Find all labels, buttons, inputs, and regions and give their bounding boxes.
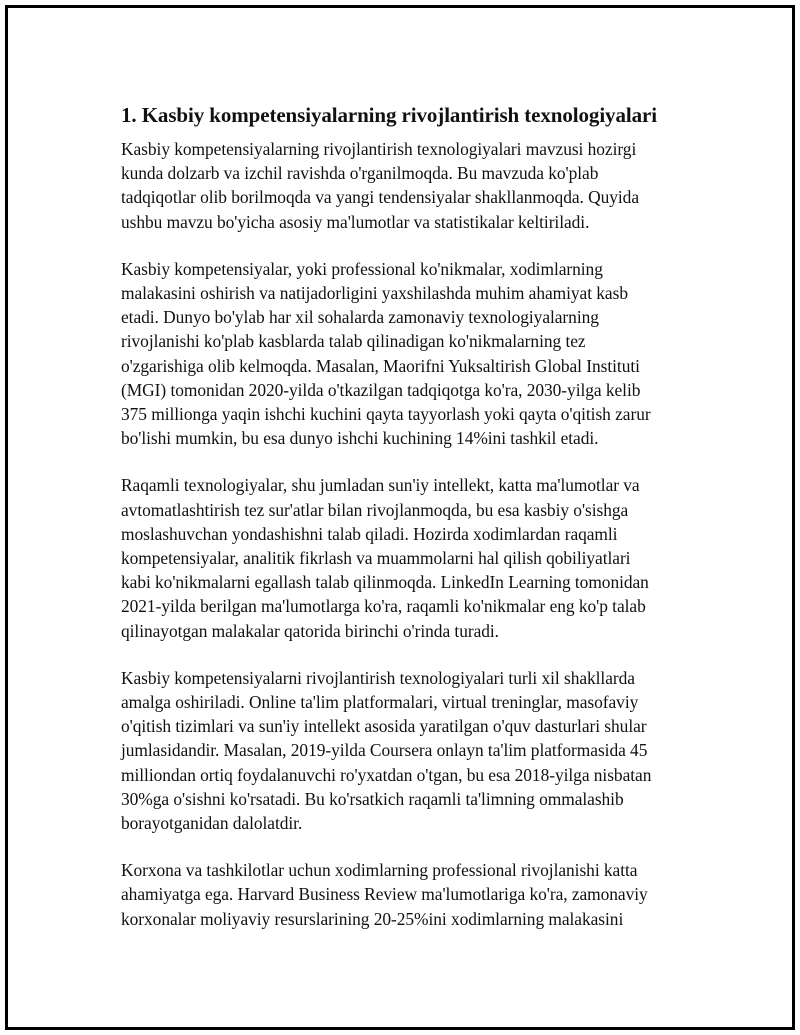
text-line: Kasbiy kompetensiyalarni rivojlantirish texnologiyalari turli xil shakllarda xyxy=(121,667,635,688)
text-line: tadqiqotlar olib borilmoqda va yangi tendensiyalar shakllanmoqda. Quyida xyxy=(121,187,639,208)
text-line: kabi ko'nikmalarni egallash talab qilinmoqda. LinkedIn Learning tomonidan xyxy=(121,572,649,593)
text-line: Raqamli texnologiyalar, shu jumladan sun'iy intellekt, katta ma'lumotlar va xyxy=(121,475,640,496)
text-line: 30%ga o'sishni ko'rsatadi. Bu ko'rsatkich raqamli ta'limning ommalashib xyxy=(121,788,624,809)
paragraph-3 xyxy=(121,473,701,642)
text-line: korxonalar moliyaviy resurslarining 20-25%ini xodimlarning malakasini xyxy=(121,908,624,929)
text-line: 375 millionga yaqin ishchi kuchini qayta tayyorlash yoki qayta o'qitish zarur xyxy=(121,404,651,425)
text-line: 2021-yilda berilgan ma'lumotlarga ko'ra, raqamli ko'nikmalar eng ko'p talab xyxy=(121,596,646,617)
text-line: o'qitish tizimlari va sun'iy intellekt asosida yaratilgan o'quv dasturlari shular xyxy=(121,716,647,737)
text-line: Kasbiy kompetensiyalarning rivojlantirish texnologiyalari mavzusi hozirgi xyxy=(121,139,637,159)
text-line: ushbu mavzu bo'yicha asosiy ma'lumotlar va statistikalar keltiriladi. xyxy=(121,211,590,232)
text-line: etadi. Dunyo bo'ylab har xil sohalarda zamonaviy texnologiyalarning xyxy=(121,307,599,328)
text-line: bo'lishi mumkin, bu esa dunyo ishchi kuchining 14%ini tashkil etadi. xyxy=(121,428,599,449)
text-line: Korxona va tashkilotlar uchun xodimlarning professional rivojlanishi katta xyxy=(121,860,638,881)
paragraph-1 xyxy=(121,137,701,234)
text-line: jumlasidandir. Masalan, 2019-yilda Coursera onlayn ta'lim platformasida 45 xyxy=(121,740,648,761)
text-line: o'zgarishiga olib kelmoqda. Masalan, Maorifni Yuksaltirish Global Instituti xyxy=(121,355,640,376)
text-line: rivojlanishi ko'plab kasblarda talab qilinadigan ko'nikmalarning tez xyxy=(121,331,586,352)
text-line: qilinayotgan malakalar qatorida birinchi o'rinda turadi. xyxy=(121,620,499,641)
text-line: Kasbiy kompetensiyalar, yoki professional ko'nikmalar, xodimlarning xyxy=(121,258,603,279)
paragraph-4 xyxy=(121,666,701,835)
document-body xyxy=(121,101,701,954)
text-line: malakasini oshirish va natijadorligini yaxshilashda muhim ahamiyat kasb xyxy=(121,283,628,304)
text-line: milliondan ortiq foydalanuvchi ro'yxatdan o'tgan, bu esa 2018-yilga nisbatan xyxy=(121,764,652,785)
paragraph-5 xyxy=(121,858,701,931)
text-line: borayotganidan dalolatdir. xyxy=(121,813,303,834)
text-line: kompetensiyalar, analitik fikrlash va muammolarni hal qilish qobiliyatlari xyxy=(121,548,631,569)
page-frame xyxy=(5,5,795,1030)
section-title: 1. Kasbiy kompetensiyalarning rivojlantirish texnologiyalari xyxy=(121,103,657,127)
text-line: moslashuvchan yondashishni talab qiladi. Hozirda xodimlardan raqamli xyxy=(121,523,618,544)
text-line: kunda dolzarb va izchil ravishda o'rganilmoqda. Bu mavzuda ko'plab xyxy=(121,163,599,184)
text-line: (MGI) tomonidan 2020-yilda o'tkazilgan tadqiqotga ko'ra, 2030-yilga kelib xyxy=(121,379,641,400)
paragraph-2 xyxy=(121,257,701,451)
text-line: avtomatlashtirish tez sur'atlar bilan rivojlanmoqda, bu esa kasbiy o'sishga xyxy=(121,499,629,520)
text-line: ahamiyatga ega. Harvard Business Review ma'lumotlariga ko'ra, zamonaviy xyxy=(121,884,648,905)
text-line: amalga oshiriladi. Online ta'lim platformalari, virtual treninglar, masofaviy xyxy=(121,692,639,713)
